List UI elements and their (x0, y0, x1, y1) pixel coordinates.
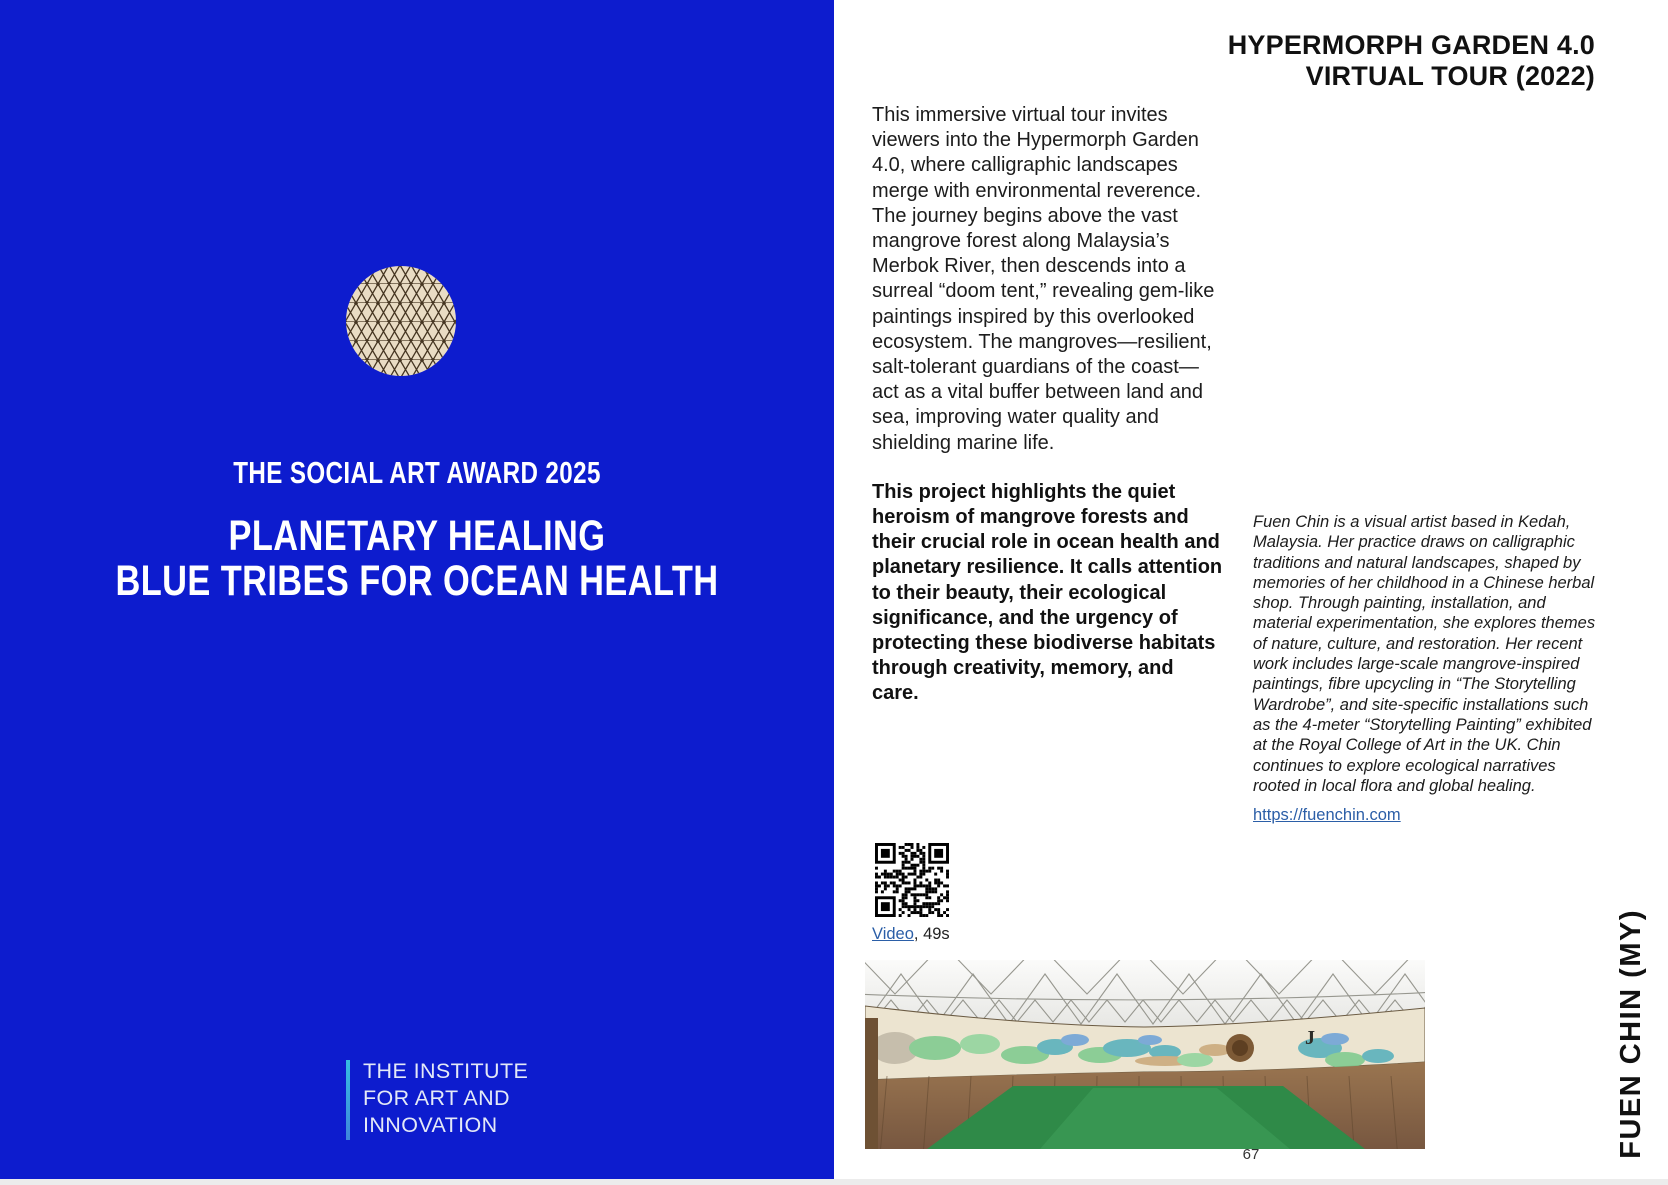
statement-paragraph: This project highlights the quiet heroism of mangrove forests and their crucial role in ocean health and planetary resilience. It calls attention to their beauty, their ecological significance, and the urgency of protecting these biodiverse habitats through creativity, memory, and care. (872, 480, 1223, 705)
cover-main-title (83, 514, 750, 604)
page-number: 67 (1242, 1146, 1260, 1163)
page-title (834, 30, 1595, 92)
dome-installation-scene (865, 960, 1425, 1149)
institute-line-2: FOR ART AND (363, 1086, 510, 1110)
geodesic-dome-emblem (345, 265, 457, 377)
video-caption (872, 925, 950, 944)
video-duration: , 49s (913, 925, 950, 943)
page-title-line2: VIRTUAL TOUR (2022) (1305, 61, 1595, 91)
video-link[interactable]: Video (872, 925, 914, 943)
page-title-line1: HYPERMORPH GARDEN 4.0 (1227, 30, 1595, 60)
institute-accent-bar (346, 1060, 350, 1140)
svg-text:J: J (1305, 1027, 1315, 1049)
cover-main-title-line1: PLANETARY HEALING (228, 512, 606, 560)
institute-line-3: INNOVATION (363, 1113, 498, 1137)
qr-code (875, 843, 949, 917)
institute-logo (346, 1058, 528, 1140)
artist-bio: Fuen Chin is a visual artist based in Kedah, Malaysia. Her practice draws on calligraphic traditions and natural landscapes, shaped by memories of her childhood in a Chinese herbal shop. Through painting, installation, and material experimentation, she explores themes of nature, culture, and restoration. Her recent work includes large-scale mangrove-inspired paintings, fibre upcycling in “The Storytelling Wardrobe”, and site-specific installations such as the 4-meter “Storytelling Painting” exhibited at the Royal College of Art in the UK. Chin continues to explore ecological narratives rooted in local flora and global healing. (1253, 513, 1596, 795)
installation-photo (865, 960, 1425, 1149)
cover-main-title-line2: BLUE TRIBES FOR OCEAN HEALTH (115, 557, 719, 605)
website-link[interactable]: https://fuenchin.com (1253, 806, 1401, 825)
intro-paragraph: This immersive virtual tour invites viewers into the Hypermorph Garden 4.0, where calligraphic landscapes merge with environmental reverence. The journey begins above the vast mangrove forest along Malaysia’s Merbok River, then descends into a surreal “doom tent,” revealing gem-like paintings inspired by this overlooked ecosystem. The mangroves—resilient, salt-tolerant guardians of the coast—act as a vital buffer between land and sea, improving water quality and shielding marine life. (872, 104, 1215, 454)
institute-name (363, 1058, 528, 1140)
artist-name-sidebar: FUEN CHIN (MY) (1615, 909, 1647, 1159)
award-title: THE SOCIAL ART AWARD 2025 (233, 455, 601, 490)
text-column-left (872, 103, 1224, 707)
content-page (834, 0, 1668, 1185)
page-bottom-strip (0, 1179, 1668, 1185)
institute-line-1: THE INSTITUTE (363, 1059, 529, 1083)
text-column-right (1253, 512, 1601, 825)
